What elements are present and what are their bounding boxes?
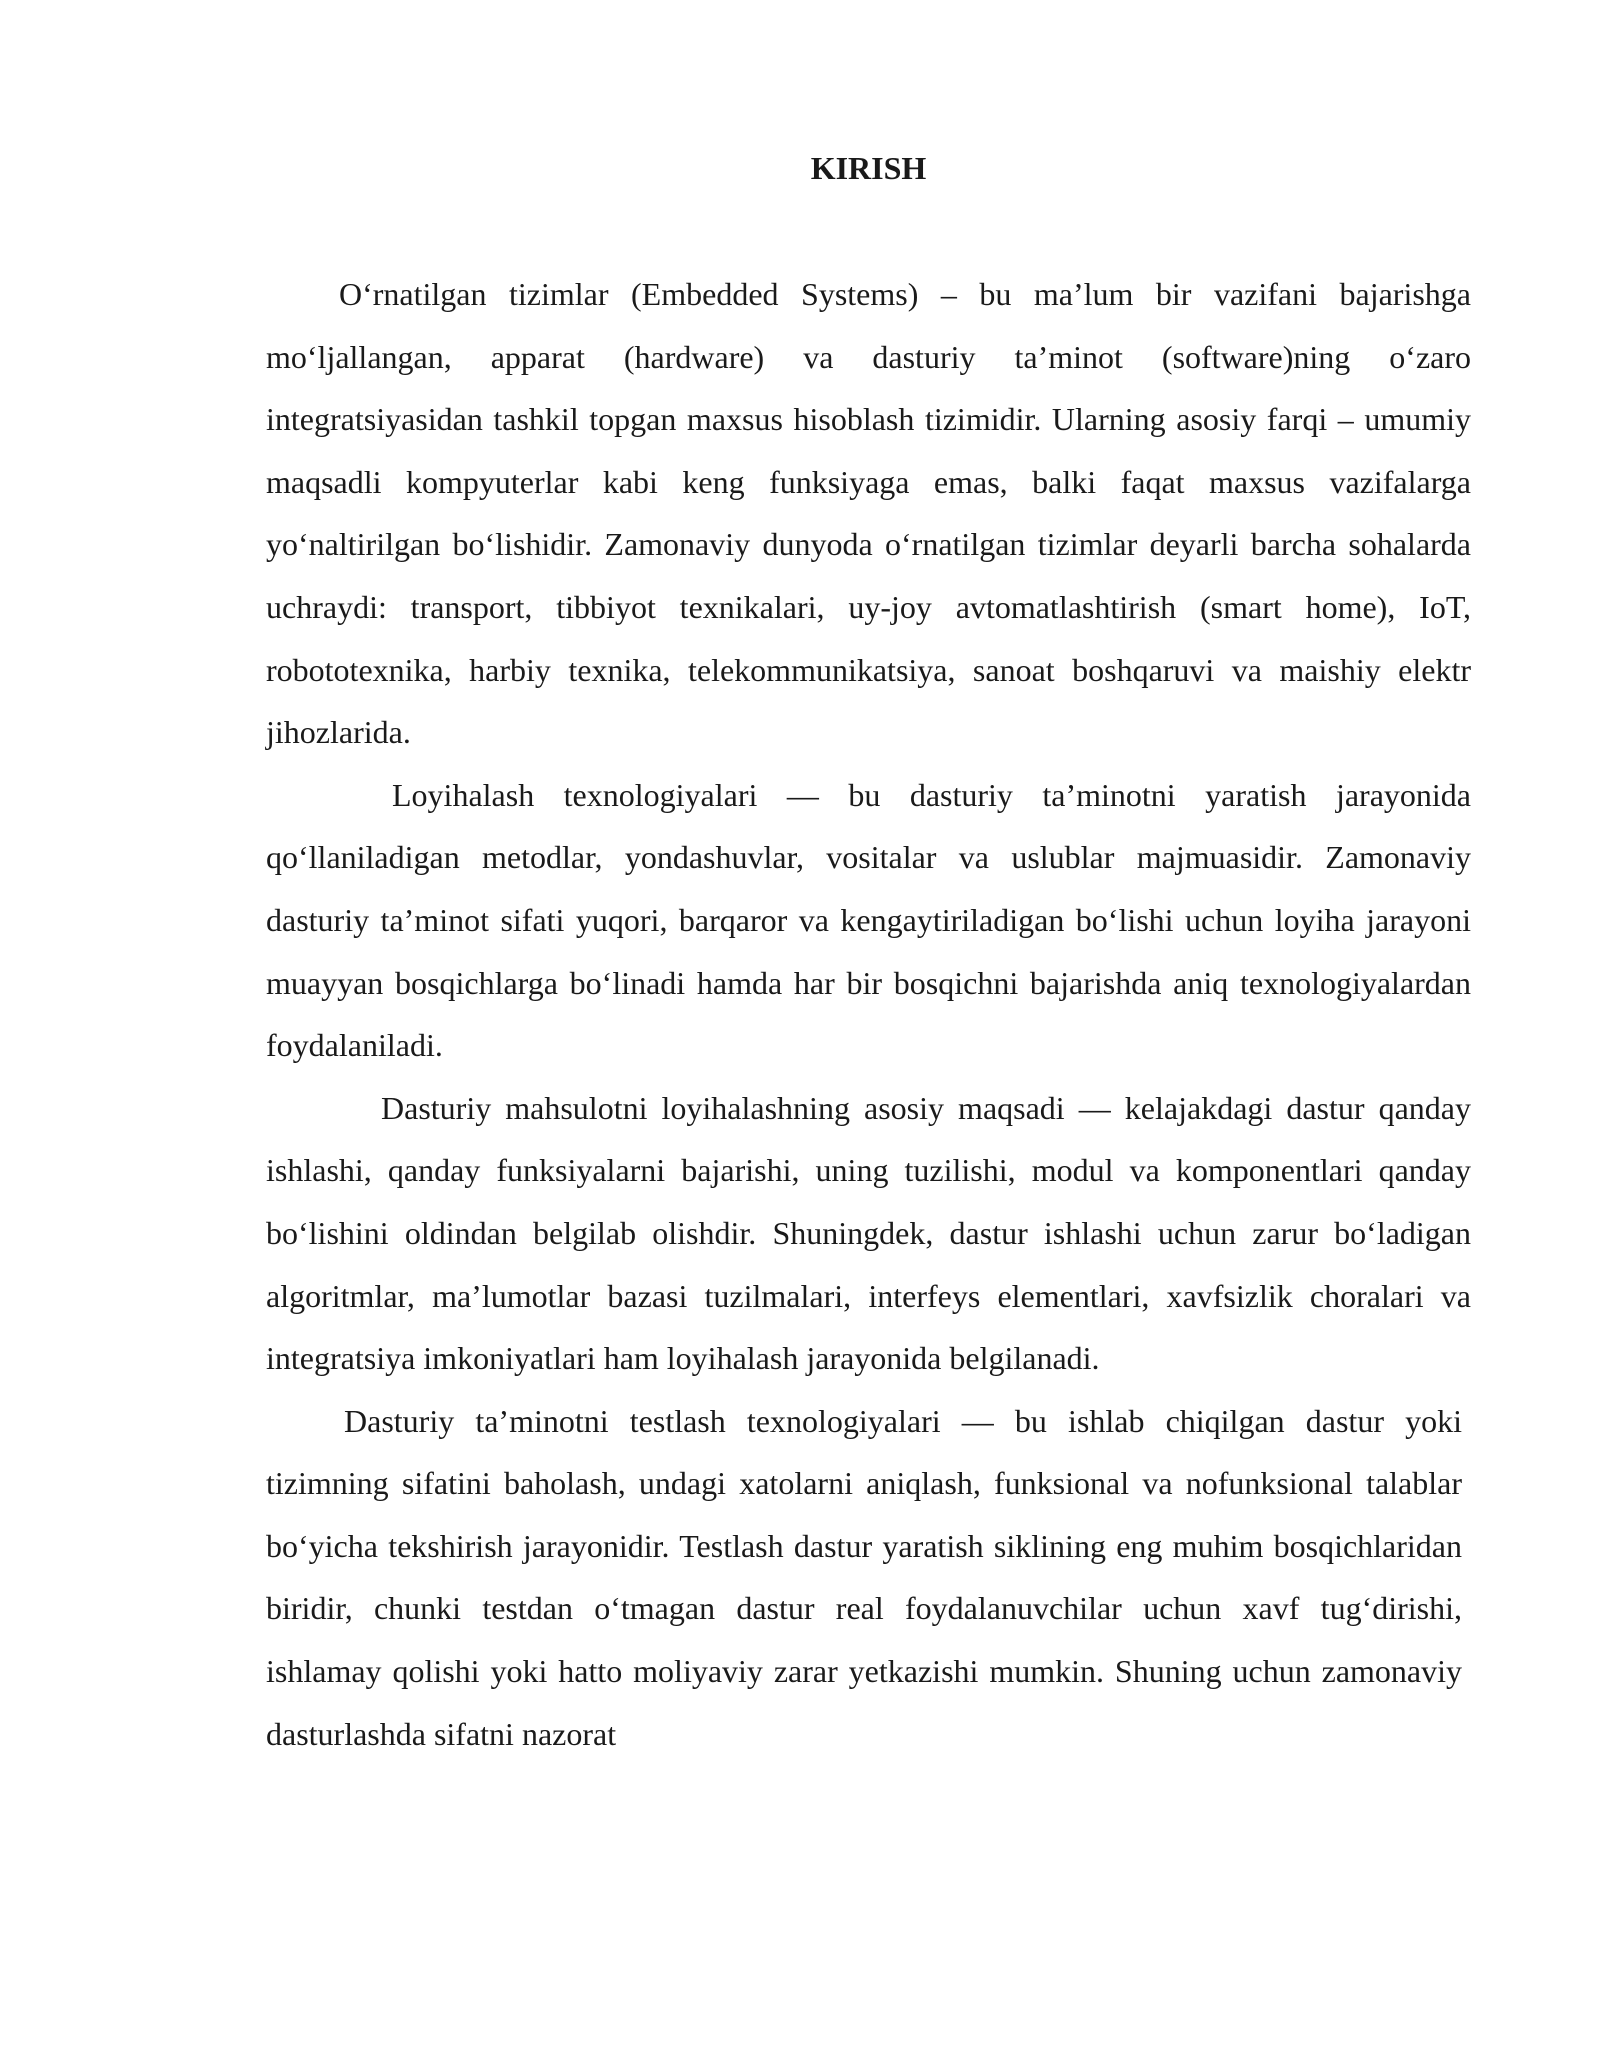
- paragraph-design-goal: Dasturiy mahsulotni loyihalashning asosiy maqsadi — kelajakdagi dastur qanday ishlashi, qanday funksiyalarni bajarishi, uning tuzilishi, modul va komponentlari qanday bo‘lishini oldindan belgilab olishdir. Shuningdek, dastur ishlashi uchun zarur bo‘ladigan algoritmlar, ma’lumotlar bazasi tuzilmalari, interfeys elementlari, xavfsizlik choralari va integratsiya imkoniyatlari ham loyihalash jarayonida belgilanadi.: [266, 1089, 1471, 1377]
- page-title: KIRISH: [810, 150, 927, 186]
- paragraph-embedded-systems: O‘rnatilgan tizimlar (Embedded Systems) – bu ma’lum bir vazifani bajarishga mo‘ljallangan, apparat (hardware) va dasturiy ta’minot (software)ning o‘zaro integratsiyasidan tashkil topgan maxsus hisoblash tizimidir. Ularning asosiy farqi – umumiy maqsadli kompyuterlar kabi keng funksiyaga emas, balki faqat maxsus vazifalarga yo‘naltirilgan bo‘lishidir. Zamonaviy dunyoda o‘rnatilgan tizimlar deyarli barcha sohalarda uchraydi: transport, tibbiyot texnikalari, uy-joy avtomatlashtirish (smart home), IoT, robototexnika, harbiy texnika, telekommunikatsiya, sanoat boshqaruvi va maishiy elektr jihozlarida.: [266, 276, 1471, 751]
- document-body: [266, 263, 1471, 1765]
- paragraph-design-technologies: Loyihalash texnologiyalari — bu dasturiy ta’minotni yaratish jarayonida qo‘llaniladigan metodlar, yondashuvlar, vositalar va uslublar majmuasidir. Zamonaviy dasturiy ta’minot sifati yuqori, barqaror va kengaytiriladigan bo‘lishi uchun loyiha jarayoni muayyan bosqichlarga bo‘linadi hamda har bir bosqichni bajarishda aniq texnologiyalardan foydalaniladi.: [266, 776, 1471, 1064]
- paragraph-testing-technologies: Dasturiy ta’minotni testlash texnologiyalari — bu ishlab chiqilgan dastur yoki tizimning sifatini baholash, undagi xatolarni aniqlash, funksional va nofunksional talablar bo‘yicha tekshirish jarayonidir. Testlash dastur yaratish siklining eng muhim bosqichlaridan biridir, chunki testdan o‘tmagan dastur real foydalanuvchilar uchun xavf tug‘dirishi, ishlamay qolishi yoki hatto moliyaviy zarar yetkazishi mumkin. Shuning uchun zamonaviy dasturlashda sifatni nazorat: [266, 1402, 1462, 1752]
